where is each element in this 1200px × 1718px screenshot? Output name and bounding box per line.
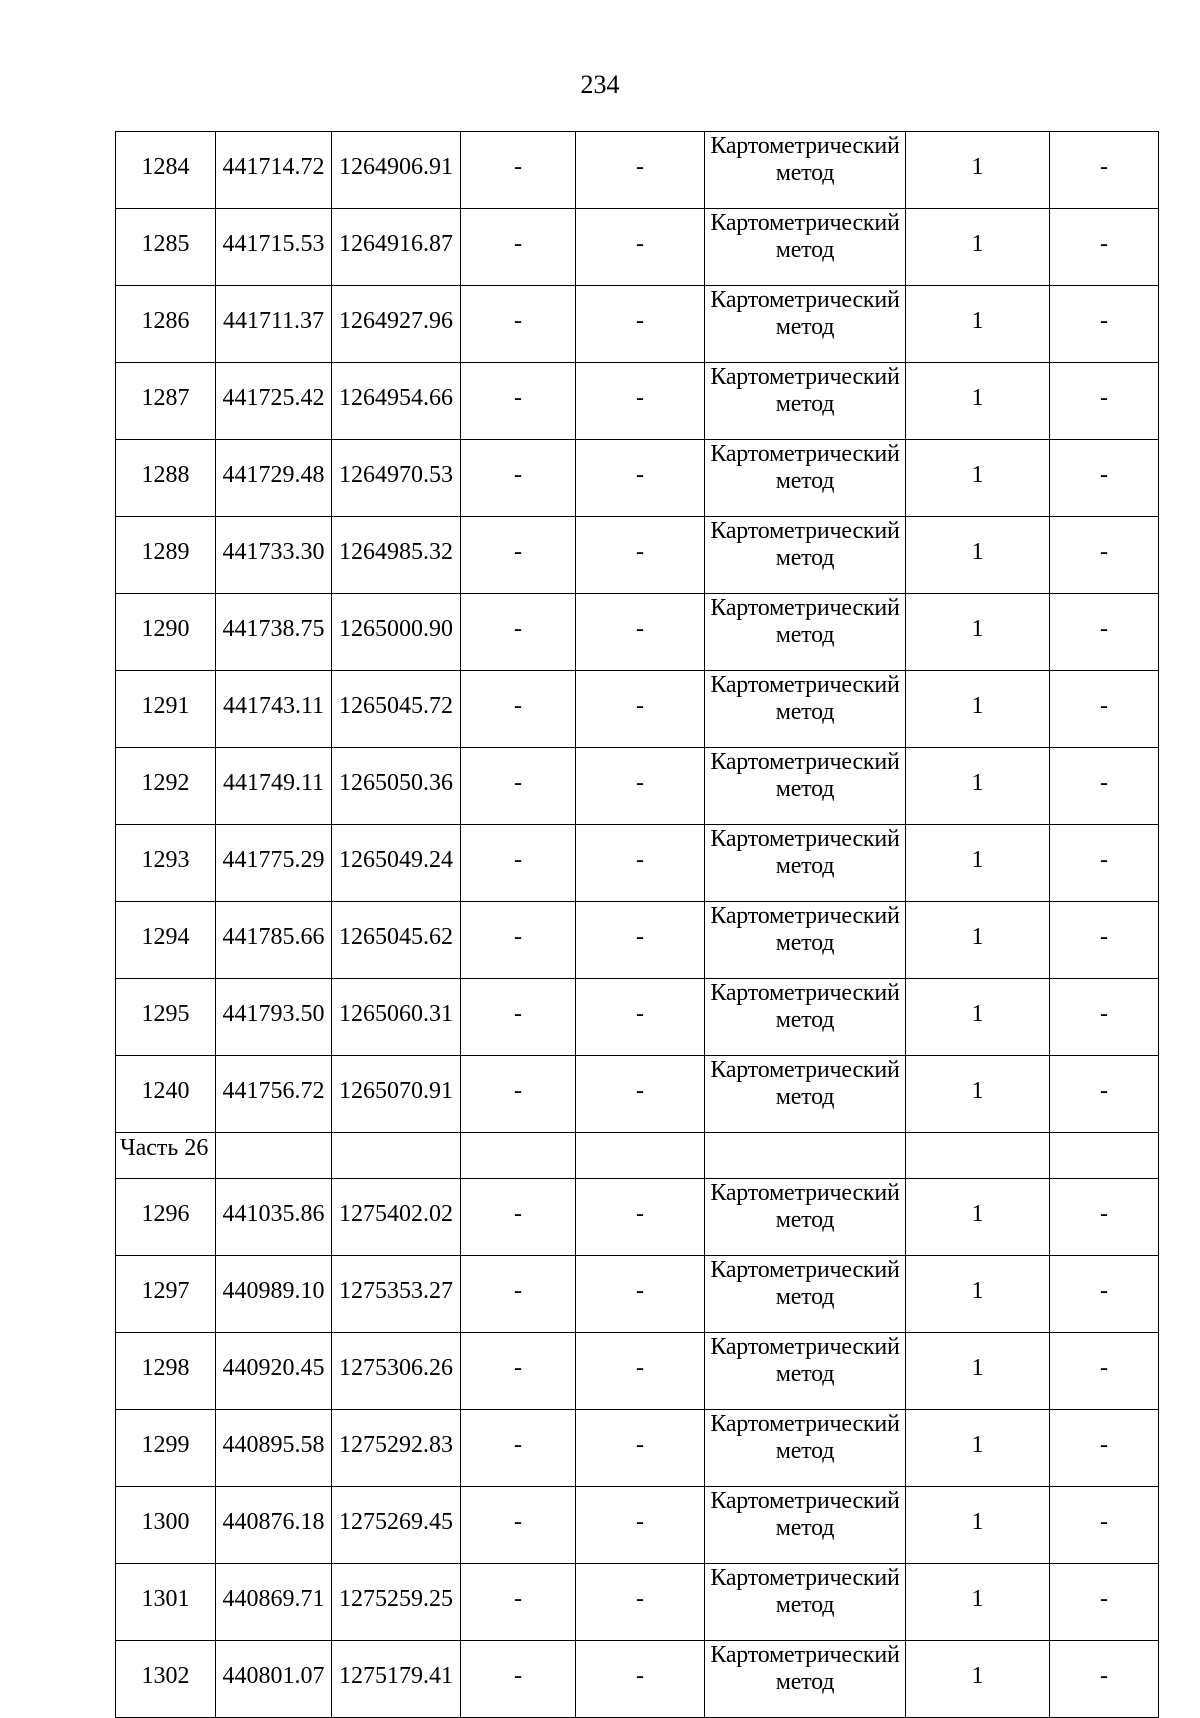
column-4-cell: - — [461, 286, 576, 363]
point-number-cell: 1289 — [116, 517, 216, 594]
table-row — [116, 1179, 1159, 1256]
method-text-line-2: метод — [775, 699, 835, 725]
column-4-cell: - — [461, 1641, 576, 1718]
column-7-cell: 1 — [906, 1179, 1050, 1256]
column-7-cell: 1 — [906, 132, 1050, 209]
column-4-cell: - — [461, 363, 576, 440]
table-row — [116, 902, 1159, 979]
column-5-cell: - — [576, 825, 705, 902]
method-text-line-2: метод — [775, 391, 835, 417]
point-number-cell: 1299 — [116, 1410, 216, 1487]
coordinate-x-cell: 440801.07 — [216, 1641, 332, 1718]
method-cell — [705, 671, 906, 748]
coordinate-y-cell: 1275292.83 — [332, 1410, 461, 1487]
column-8-cell: - — [1050, 286, 1159, 363]
coordinate-x-cell: 440920.45 — [216, 1333, 332, 1410]
table-row — [116, 440, 1159, 517]
table-row — [116, 517, 1159, 594]
column-7-cell: 1 — [906, 671, 1050, 748]
column-5-cell: - — [576, 1564, 705, 1641]
method-text-line-2: метод — [775, 1438, 835, 1464]
column-8-cell: - — [1050, 1056, 1159, 1133]
column-8-cell: - — [1050, 517, 1159, 594]
coordinate-x-cell: 441738.75 — [216, 594, 332, 671]
method-cell — [705, 825, 906, 902]
coordinates-table — [115, 131, 1159, 1718]
column-8-cell: - — [1050, 671, 1159, 748]
column-8-cell: - — [1050, 363, 1159, 440]
method-text-line-1: Картометрический — [710, 903, 900, 929]
column-8-cell: - — [1050, 1564, 1159, 1641]
column-7-cell: 1 — [906, 1410, 1050, 1487]
column-7-cell: 1 — [906, 440, 1050, 517]
column-8-cell: - — [1050, 132, 1159, 209]
coordinate-x-cell: 441725.42 — [216, 363, 332, 440]
page-number: 234 — [580, 70, 620, 99]
column-7-cell: 1 — [906, 363, 1050, 440]
column-8-cell: - — [1050, 1179, 1159, 1256]
coordinate-x-cell: 441035.86 — [216, 1179, 332, 1256]
method-cell — [705, 517, 906, 594]
method-text-line-2: метод — [775, 1284, 835, 1310]
column-5-cell: - — [576, 594, 705, 671]
point-number-cell: 1288 — [116, 440, 216, 517]
table-body-section — [116, 1133, 1159, 1179]
table-row — [116, 748, 1159, 825]
column-4-cell: - — [461, 594, 576, 671]
method-text-line-2: метод — [775, 545, 835, 571]
method-cell — [705, 1179, 906, 1256]
point-number-cell: 1296 — [116, 1179, 216, 1256]
column-8-cell: - — [1050, 440, 1159, 517]
table-cell-empty — [906, 1133, 1050, 1179]
table-body-part-a — [116, 132, 1159, 1133]
point-number-cell: 1240 — [116, 1056, 216, 1133]
table-cell-empty — [705, 1133, 906, 1179]
method-text-line-1: Картометрический — [710, 672, 900, 698]
table-row — [116, 1487, 1159, 1564]
method-cell — [705, 1410, 906, 1487]
column-7-cell: 1 — [906, 1641, 1050, 1718]
column-8-cell: - — [1050, 748, 1159, 825]
column-5-cell: - — [576, 748, 705, 825]
coordinate-y-cell: 1275179.41 — [332, 1641, 461, 1718]
method-text-line-1: Картометрический — [710, 1180, 900, 1206]
method-cell — [705, 748, 906, 825]
point-number-cell: 1293 — [116, 825, 216, 902]
method-cell — [705, 902, 906, 979]
method-text-line-2: метод — [775, 853, 835, 879]
column-8-cell: - — [1050, 594, 1159, 671]
coordinate-y-cell: 1275402.02 — [332, 1179, 461, 1256]
table-row — [116, 979, 1159, 1056]
method-cell — [705, 363, 906, 440]
column-5-cell: - — [576, 132, 705, 209]
column-7-cell: 1 — [906, 748, 1050, 825]
column-7-cell: 1 — [906, 1256, 1050, 1333]
table-cell-empty — [461, 1133, 576, 1179]
column-4-cell: - — [461, 209, 576, 286]
method-text-line-2: метод — [775, 1007, 835, 1033]
method-text-line-1: Картометрический — [710, 826, 900, 852]
method-cell — [705, 1564, 906, 1641]
column-5-cell: - — [576, 1410, 705, 1487]
column-4-cell: - — [461, 979, 576, 1056]
point-number-cell: 1301 — [116, 1564, 216, 1641]
column-7-cell: 1 — [906, 517, 1050, 594]
coordinate-y-cell: 1265045.62 — [332, 902, 461, 979]
table-row — [116, 1256, 1159, 1333]
table-row — [116, 1410, 1159, 1487]
method-text-line-2: метод — [775, 776, 835, 802]
column-4-cell: - — [461, 132, 576, 209]
table-row — [116, 1333, 1159, 1410]
column-7-cell: 1 — [906, 594, 1050, 671]
method-text-line-1: Картометрический — [710, 1488, 900, 1514]
table-row — [116, 825, 1159, 902]
column-5-cell: - — [576, 1487, 705, 1564]
column-7-cell: 1 — [906, 1056, 1050, 1133]
point-number-cell: 1292 — [116, 748, 216, 825]
column-7-cell: 1 — [906, 209, 1050, 286]
method-text-line-2: метод — [775, 1084, 835, 1110]
table-row — [116, 286, 1159, 363]
column-4-cell: - — [461, 671, 576, 748]
method-text-line-1: Картометрический — [710, 1257, 900, 1283]
table-row — [116, 1056, 1159, 1133]
method-text-line-1: Картометрический — [710, 1565, 900, 1591]
column-5-cell: - — [576, 209, 705, 286]
column-4-cell: - — [461, 1179, 576, 1256]
point-number-cell: 1291 — [116, 671, 216, 748]
column-4-cell: - — [461, 517, 576, 594]
coordinate-y-cell: 1264954.66 — [332, 363, 461, 440]
coordinate-x-cell: 441714.72 — [216, 132, 332, 209]
method-text-line-2: метод — [775, 1669, 835, 1695]
table-row — [116, 594, 1159, 671]
point-number-cell: 1302 — [116, 1641, 216, 1718]
coordinate-y-cell: 1264916.87 — [332, 209, 461, 286]
coordinate-x-cell: 440876.18 — [216, 1487, 332, 1564]
table-row — [116, 1564, 1159, 1641]
coordinate-y-cell: 1275353.27 — [332, 1256, 461, 1333]
coordinate-x-cell: 441749.11 — [216, 748, 332, 825]
table-cell-empty — [576, 1133, 705, 1179]
column-7-cell: 1 — [906, 1564, 1050, 1641]
column-4-cell: - — [461, 440, 576, 517]
method-text-line-2: метод — [775, 1207, 835, 1233]
method-text-line-1: Картометрический — [710, 210, 900, 236]
column-5-cell: - — [576, 1256, 705, 1333]
method-text-line-2: метод — [775, 930, 835, 956]
coordinate-y-cell: 1265050.36 — [332, 748, 461, 825]
column-8-cell: - — [1050, 1641, 1159, 1718]
method-text-line-2: метод — [775, 1515, 835, 1541]
method-text-line-1: Картометрический — [710, 287, 900, 313]
coordinate-x-cell: 441785.66 — [216, 902, 332, 979]
column-5-cell: - — [576, 1056, 705, 1133]
coordinate-y-cell: 1265060.31 — [332, 979, 461, 1056]
column-4-cell: - — [461, 1256, 576, 1333]
column-4-cell: - — [461, 1564, 576, 1641]
column-4-cell: - — [461, 1333, 576, 1410]
column-7-cell: 1 — [906, 1487, 1050, 1564]
coordinate-x-cell: 441711.37 — [216, 286, 332, 363]
method-text-line-1: Картометрический — [710, 441, 900, 467]
method-cell — [705, 209, 906, 286]
point-number-cell: 1284 — [116, 132, 216, 209]
coordinate-x-cell: 440869.71 — [216, 1564, 332, 1641]
method-cell — [705, 286, 906, 363]
method-text-line-1: Картометрический — [710, 1411, 900, 1437]
column-4-cell: - — [461, 1487, 576, 1564]
method-cell — [705, 1487, 906, 1564]
point-number-cell: 1298 — [116, 1333, 216, 1410]
point-number-cell: 1294 — [116, 902, 216, 979]
column-7-cell: 1 — [906, 286, 1050, 363]
column-5-cell: - — [576, 979, 705, 1056]
column-4-cell: - — [461, 902, 576, 979]
method-cell — [705, 594, 906, 671]
column-5-cell: - — [576, 286, 705, 363]
section-row — [116, 1133, 1159, 1179]
method-text-line-1: Картометрический — [710, 749, 900, 775]
coordinate-y-cell: 1264906.91 — [332, 132, 461, 209]
method-text-line-1: Картометрический — [710, 1334, 900, 1360]
point-number-cell: 1287 — [116, 363, 216, 440]
coordinate-y-cell: 1265049.24 — [332, 825, 461, 902]
column-7-cell: 1 — [906, 825, 1050, 902]
coordinate-y-cell: 1275269.45 — [332, 1487, 461, 1564]
method-cell — [705, 1641, 906, 1718]
column-4-cell: - — [461, 1410, 576, 1487]
column-4-cell: - — [461, 825, 576, 902]
column-8-cell: - — [1050, 825, 1159, 902]
method-cell — [705, 1256, 906, 1333]
point-number-cell: 1300 — [116, 1487, 216, 1564]
coordinate-y-cell: 1265000.90 — [332, 594, 461, 671]
column-5-cell: - — [576, 902, 705, 979]
column-5-cell: - — [576, 671, 705, 748]
coordinate-y-cell: 1265070.91 — [332, 1056, 461, 1133]
column-7-cell: 1 — [906, 902, 1050, 979]
column-8-cell: - — [1050, 902, 1159, 979]
coordinate-x-cell: 441715.53 — [216, 209, 332, 286]
coordinate-x-cell: 441743.11 — [216, 671, 332, 748]
column-5-cell: - — [576, 1333, 705, 1410]
coordinate-x-cell: 441775.29 — [216, 825, 332, 902]
table-row — [116, 209, 1159, 286]
column-5-cell: - — [576, 517, 705, 594]
method-text-line-2: метод — [775, 468, 835, 494]
table-row — [116, 132, 1159, 209]
point-number-cell: 1295 — [116, 979, 216, 1056]
method-text-line-1: Картометрический — [710, 595, 900, 621]
column-8-cell: - — [1050, 1487, 1159, 1564]
coordinate-x-cell: 441729.48 — [216, 440, 332, 517]
coordinate-x-cell: 441733.30 — [216, 517, 332, 594]
method-cell — [705, 132, 906, 209]
table-row — [116, 671, 1159, 748]
coordinate-x-cell: 441756.72 — [216, 1056, 332, 1133]
coordinate-y-cell: 1275259.25 — [332, 1564, 461, 1641]
method-cell — [705, 440, 906, 517]
table-body-part-b — [116, 1179, 1159, 1718]
column-5-cell: - — [576, 1641, 705, 1718]
method-text-line-2: метод — [775, 1361, 835, 1387]
column-8-cell: - — [1050, 979, 1159, 1056]
method-text-line-2: метод — [775, 237, 835, 263]
method-text-line-1: Картометрический — [710, 1057, 900, 1083]
column-4-cell: - — [461, 748, 576, 825]
table-cell-empty — [332, 1133, 461, 1179]
method-text-line-1: Картометрический — [710, 364, 900, 390]
method-cell — [705, 1333, 906, 1410]
table-cell-empty — [216, 1133, 332, 1179]
method-text-line-1: Картометрический — [710, 980, 900, 1006]
column-4-cell: - — [461, 1056, 576, 1133]
table-cell-empty — [1050, 1133, 1159, 1179]
coordinate-y-cell: 1275306.26 — [332, 1333, 461, 1410]
table-row — [116, 1641, 1159, 1718]
coordinate-y-cell: 1264970.53 — [332, 440, 461, 517]
method-cell — [705, 1056, 906, 1133]
coordinate-x-cell: 440989.10 — [216, 1256, 332, 1333]
point-number-cell: 1285 — [116, 209, 216, 286]
point-number-cell: 1297 — [116, 1256, 216, 1333]
coordinate-y-cell: 1264985.32 — [332, 517, 461, 594]
column-7-cell: 1 — [906, 979, 1050, 1056]
method-text-line-1: Картометрический — [710, 518, 900, 544]
point-number-cell: 1286 — [116, 286, 216, 363]
column-5-cell: - — [576, 440, 705, 517]
coordinate-x-cell: 441793.50 — [216, 979, 332, 1056]
column-8-cell: - — [1050, 1256, 1159, 1333]
coordinate-y-cell: 1264927.96 — [332, 286, 461, 363]
method-text-line-1: Картометрический — [710, 133, 900, 159]
method-text-line-2: метод — [775, 314, 835, 340]
method-text-line-1: Картометрический — [710, 1642, 900, 1668]
section-label: Часть 26 — [116, 1133, 216, 1179]
column-8-cell: - — [1050, 209, 1159, 286]
column-5-cell: - — [576, 1179, 705, 1256]
column-7-cell: 1 — [906, 1333, 1050, 1410]
column-8-cell: - — [1050, 1410, 1159, 1487]
coordinate-y-cell: 1265045.72 — [332, 671, 461, 748]
point-number-cell: 1290 — [116, 594, 216, 671]
column-5-cell: - — [576, 363, 705, 440]
method-text-line-2: метод — [775, 160, 835, 186]
table-row — [116, 363, 1159, 440]
method-cell — [705, 979, 906, 1056]
method-text-line-2: метод — [775, 622, 835, 648]
coordinate-x-cell: 440895.58 — [216, 1410, 332, 1487]
column-8-cell: - — [1050, 1333, 1159, 1410]
method-text-line-2: метод — [775, 1592, 835, 1618]
